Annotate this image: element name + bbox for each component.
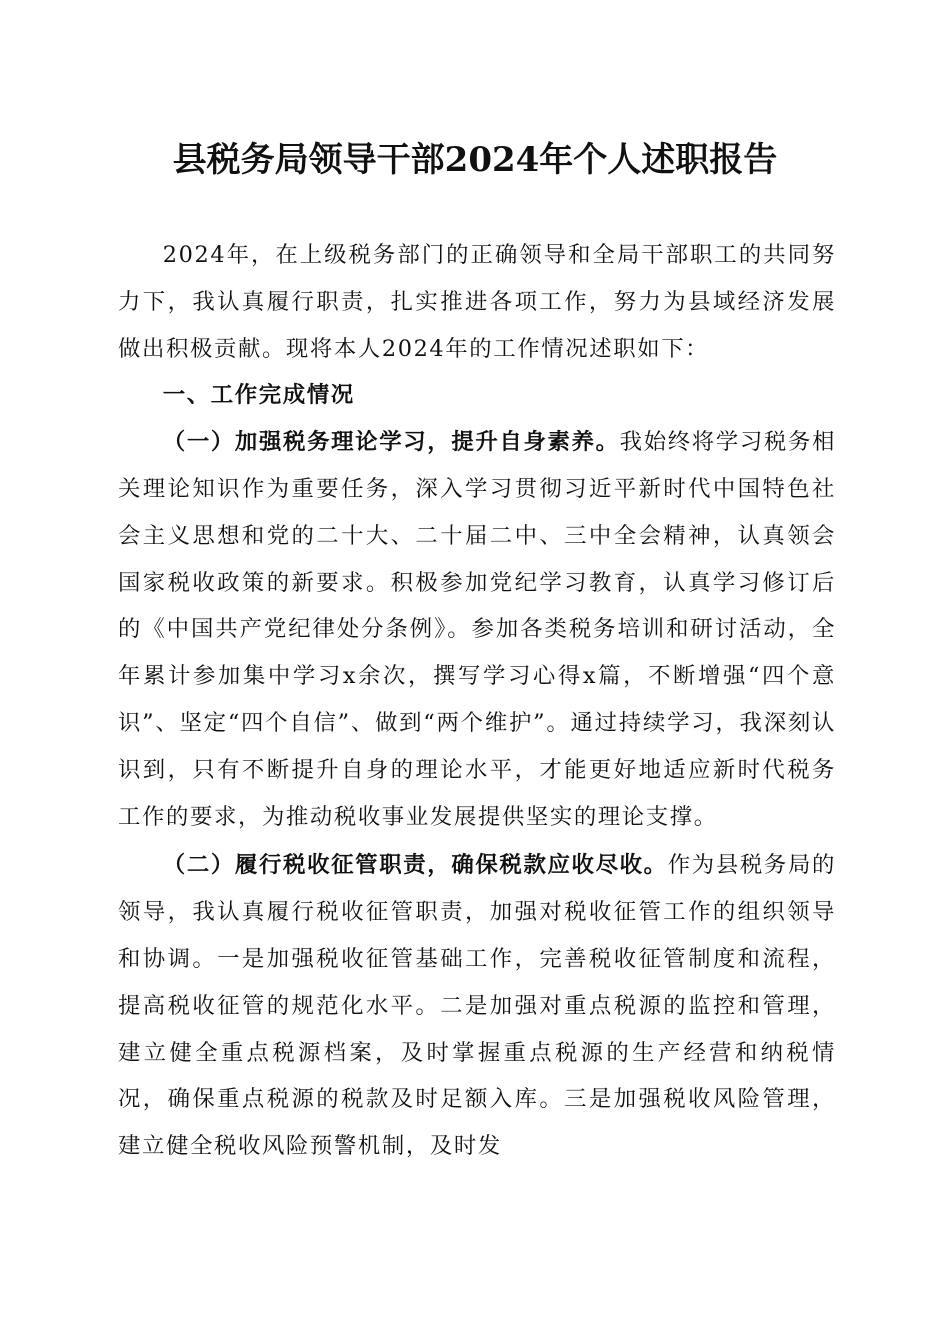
subsection-paragraph-theory-study [118, 419, 836, 840]
subsection-heading-theory-study: （一）加强税务理论学习，提升自身素养。 [162, 429, 620, 456]
subsection-paragraph-tax-collection [118, 842, 836, 1170]
subsection-body-tax-collection: 作为县税务局的领导，我认真履行税收征管职责，加强对税收征管工作的组织领导和协调。一是加强税收征管基础工作，完善税收征管制度和流程，提高税收征管的规范化水平。二是加强对重点税源的监控和管理，建立健全重点税源档案，及时掌握重点税源的生产经营和纳税情况，确保重点税源的税款及时足额入库。三是加强税收风险管理，建立健全税收风险预警机制，及时发 [118, 852, 836, 1160]
subsection-heading-tax-collection: （二）履行税收征管职责，确保税款应收尽收。 [162, 852, 668, 879]
section-heading-work-completion: 一、工作完成情况 [162, 382, 355, 409]
intro-paragraph: 2024年，在上级税务部门的正确领导和全局干部职工的共同努力下，我认真履行职责，扎实推进各项工作，努力为县域经济发展做出积极贡献。现将本人2024年的工作情况述职如下： [118, 242, 836, 362]
subsection-body-theory-study: 我始终将学习税务相关理论知识作为重要任务，深入学习贯彻习近平新时代中国特色社会主义思想和党的二十大、二十届二中、三中全会精神，认真领会国家税收政策的新要求。积极参加党纪学习教育，认真学习修订后的《中国共产党纪律处分条例》。参加各类税务培训和研讨活动，全年累计参加集中学习x余次，撰写学习心得x篇，不断增强“四个意识”、坚定“四个自信”、做到“两个维护”。通过持续学习，我深刻认识到，只有不断提升自身的理论水平，才能更好地适应新时代税务工作的要求，为推动税收事业发展提供坚实的理论支撑。 [118, 429, 837, 830]
document-body [118, 232, 836, 1170]
document-title: 县税务局领导干部2024年个人述职报告 [172, 140, 778, 180]
